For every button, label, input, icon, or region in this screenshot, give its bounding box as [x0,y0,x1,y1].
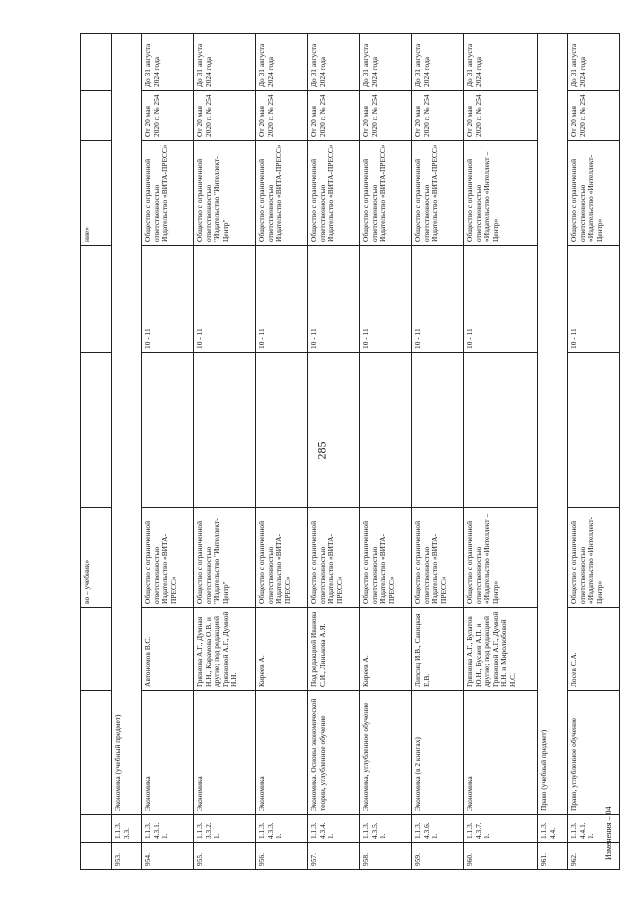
row-publisher-2: Общество с ограниченной ответственностью Издательство «ВИТА-ПРЕСС» [360,141,412,246]
section-row [112,34,142,870]
row-until: До 31 августа 2024 года [308,34,360,91]
row-number: 956. [256,843,308,870]
row-authors: Автономов В.С. [142,608,194,691]
row-code: 1.1.3. 4.4. [538,815,568,843]
table-row [464,34,538,870]
row-number: 959. [412,843,464,870]
row-publisher-2: Общество с ограниченной ответственностью «Издательство «Интеллект – Центр» [464,141,538,246]
page-number: 285 [314,441,329,460]
row-code: 1.1.3. 3.3.2. 1. [194,815,256,843]
table-header-row [81,34,112,870]
row-order: От 20 мая 2020 г. № 254 [194,91,256,141]
row-subject: Экономика. Основы экономической теории, углубленное обучение [308,691,360,815]
header-cell [81,246,112,353]
row-publisher: Общество с ограниченной ответственностью Издательство «ВИТА-ПРЕСС» [256,508,308,608]
row-authors: Киреев А. [256,608,308,691]
row-order: От 20 мая 2020 г. № 254 [464,91,538,141]
row-publisher-2: Общество с ограниченной ответственностью «Издательство «Интеллект-Центр» [568,141,620,246]
textbook-table [80,33,620,870]
row-order: От 20 мая 2020 г. № 254 [360,91,412,141]
header-cell [81,353,112,508]
row-grade: 10 - 11 [194,246,256,353]
row-publisher-2: Общество с ограниченной ответственностью Издательство «ВИТА-ПРЕСС» [256,141,308,246]
row-publisher-2: Общество с ограниченной ответственностью "Издательство "Интеллект-Центр" [194,141,256,246]
row-until: До 31 августа 2024 года [412,34,464,91]
row-subject: Экономика [194,691,256,815]
row-until: До 31 августа 2024 года [360,34,412,91]
row-code: 1.1.3. 4.4.1. 1. [568,815,620,843]
row-number: 962. [568,843,620,870]
table-row [142,34,194,870]
row-code: 1.1.3. 4.3.3. 1. [256,815,308,843]
row-authors: Грязнова А.Г., Думная Н.Н., Карамова О.В. и другие; под редакцией Грязновой А.Г., Думной Н.Н. [194,608,256,691]
row-subject: Экономика (в 2 книгах) [412,691,464,815]
row-number: 961. [538,843,568,870]
header-cell [81,91,112,141]
row-authors: Киреев А. [360,608,412,691]
header-cell [81,608,112,691]
row-publisher: Общество с ограниченной ответственностью "Издательство "Интеллект-Центр" [194,508,256,608]
row-number: 953. [112,843,142,870]
row-code: 1.1.3. 4.3.7. 1. [464,815,538,843]
row-code: 1.1.3. 4.3.6. 1. [412,815,464,843]
row-order: От 20 мая 2020 г. № 254 [412,91,464,141]
row-subject: Экономика, углубленное обучение [360,691,412,815]
row-publisher: Общество с ограниченной ответственностью Издательство «ВИТА-ПРЕСС» [360,508,412,608]
row-publisher: Общество с ограниченной ответственностью «Издательство «Интеллект – Центр» [464,508,538,608]
row-grade: 10 - 11 [256,246,308,353]
row-subject: Право, углубленное обучение [568,691,620,815]
table-row [568,34,620,870]
empty-cell [256,353,308,508]
row-subject: Экономика [464,691,538,815]
empty-cell [308,353,360,508]
table-row [194,34,256,870]
ine-header: ние» [81,141,112,246]
row-code: 1.1.3. 4.3.1. 1. [142,815,194,843]
row-until: До 31 августа 2024 года [194,34,256,91]
row-until: До 31 августа 2024 года [142,34,194,91]
row-grade: 10 - 11 [464,246,538,353]
row-until: До 31 августа 2024 года [568,34,620,91]
row-authors: Под редакцией Иванова С.И., Линькова А.Я. [308,608,360,691]
row-number: 955. [194,843,256,870]
textbook-table-rotated [80,34,604,870]
row-publisher: Общество с ограниченной ответственностью Издательство «ВИТА-ПРЕСС» [308,508,360,608]
textbook-header: во – учебник» [81,508,112,608]
row-grade: 10 - 11 [412,246,464,353]
row-authors: Липсиц И.В., Савицкая Е.В. [412,608,464,691]
row-order: От 20 мая 2020 г. № 254 [568,91,620,141]
row-order: От 20 мая 2020 г. № 254 [142,91,194,141]
empty-cell [194,353,256,508]
row-order: От 20 мая 2020 г. № 254 [308,91,360,141]
row-publisher-2: Общество с ограниченной ответственностью Издательство «ВИТА-ПРЕСС» [142,141,194,246]
section-title: Право (учебный предмет) [538,34,568,815]
row-subject: Экономика [256,691,308,815]
table-row [360,34,412,870]
row-order: От 20 мая 2020 г. № 254 [256,91,308,141]
row-publisher: Общество с ограниченной ответственностью «Издательство «Интеллект-Центр» [568,508,620,608]
row-number: 954. [142,843,194,870]
empty-cell [360,353,412,508]
row-publisher-2: Общество с ограниченной ответственностью Издательство «ВИТА-ПРЕСС» [308,141,360,246]
row-until: До 31 августа 2024 года [464,34,538,91]
row-subject: Экономика [142,691,194,815]
row-grade: 10 - 11 [142,246,194,353]
row-code: 1.1.3. 3.3. [112,815,142,843]
table-row [308,34,360,870]
row-authors: Лосев С.А. [568,608,620,691]
header-cell [81,691,112,815]
footer-note: Изменения – 04 [604,806,613,860]
row-code: 1.1.3. 4.3.5. 1. [360,815,412,843]
row-authors: Грязнова А.Г., Булатов Ю.Н., Бусаев А.П. и другие; под редакцией Грязновой А.Г., Думной Н.Н. и Миролюбовой Н.С. [464,608,538,691]
empty-cell [568,353,620,508]
row-grade: 10 - 11 [568,246,620,353]
row-number: 960. [464,843,538,870]
table-row [256,34,308,870]
row-number: 958. [360,843,412,870]
row-publisher: Общество с ограниченной ответственностью Издательство «ВИТА-ПРЕСС» [412,508,464,608]
row-until: До 31 августа 2024 года [256,34,308,91]
header-cell [81,843,112,870]
empty-cell [412,353,464,508]
table-row [412,34,464,870]
section-title: Экономика (учебный предмет) [112,34,142,815]
header-cell [81,34,112,91]
row-code: 1.1.3. 4.3.4. 1. [308,815,360,843]
header-cell [81,815,112,843]
section-row [538,34,568,870]
empty-cell [464,353,538,508]
empty-cell [142,353,194,508]
row-publisher: Общество с ограниченной ответственностью Издательство «ВИТА-ПРЕСС» [142,508,194,608]
row-grade: 10 - 11 [308,246,360,353]
row-number: 957. [308,843,360,870]
row-publisher-2: Общество с ограниченной ответственностью Издательство «ВИТА-ПРЕСС» [412,141,464,246]
row-grade: 10 - 11 [360,246,412,353]
